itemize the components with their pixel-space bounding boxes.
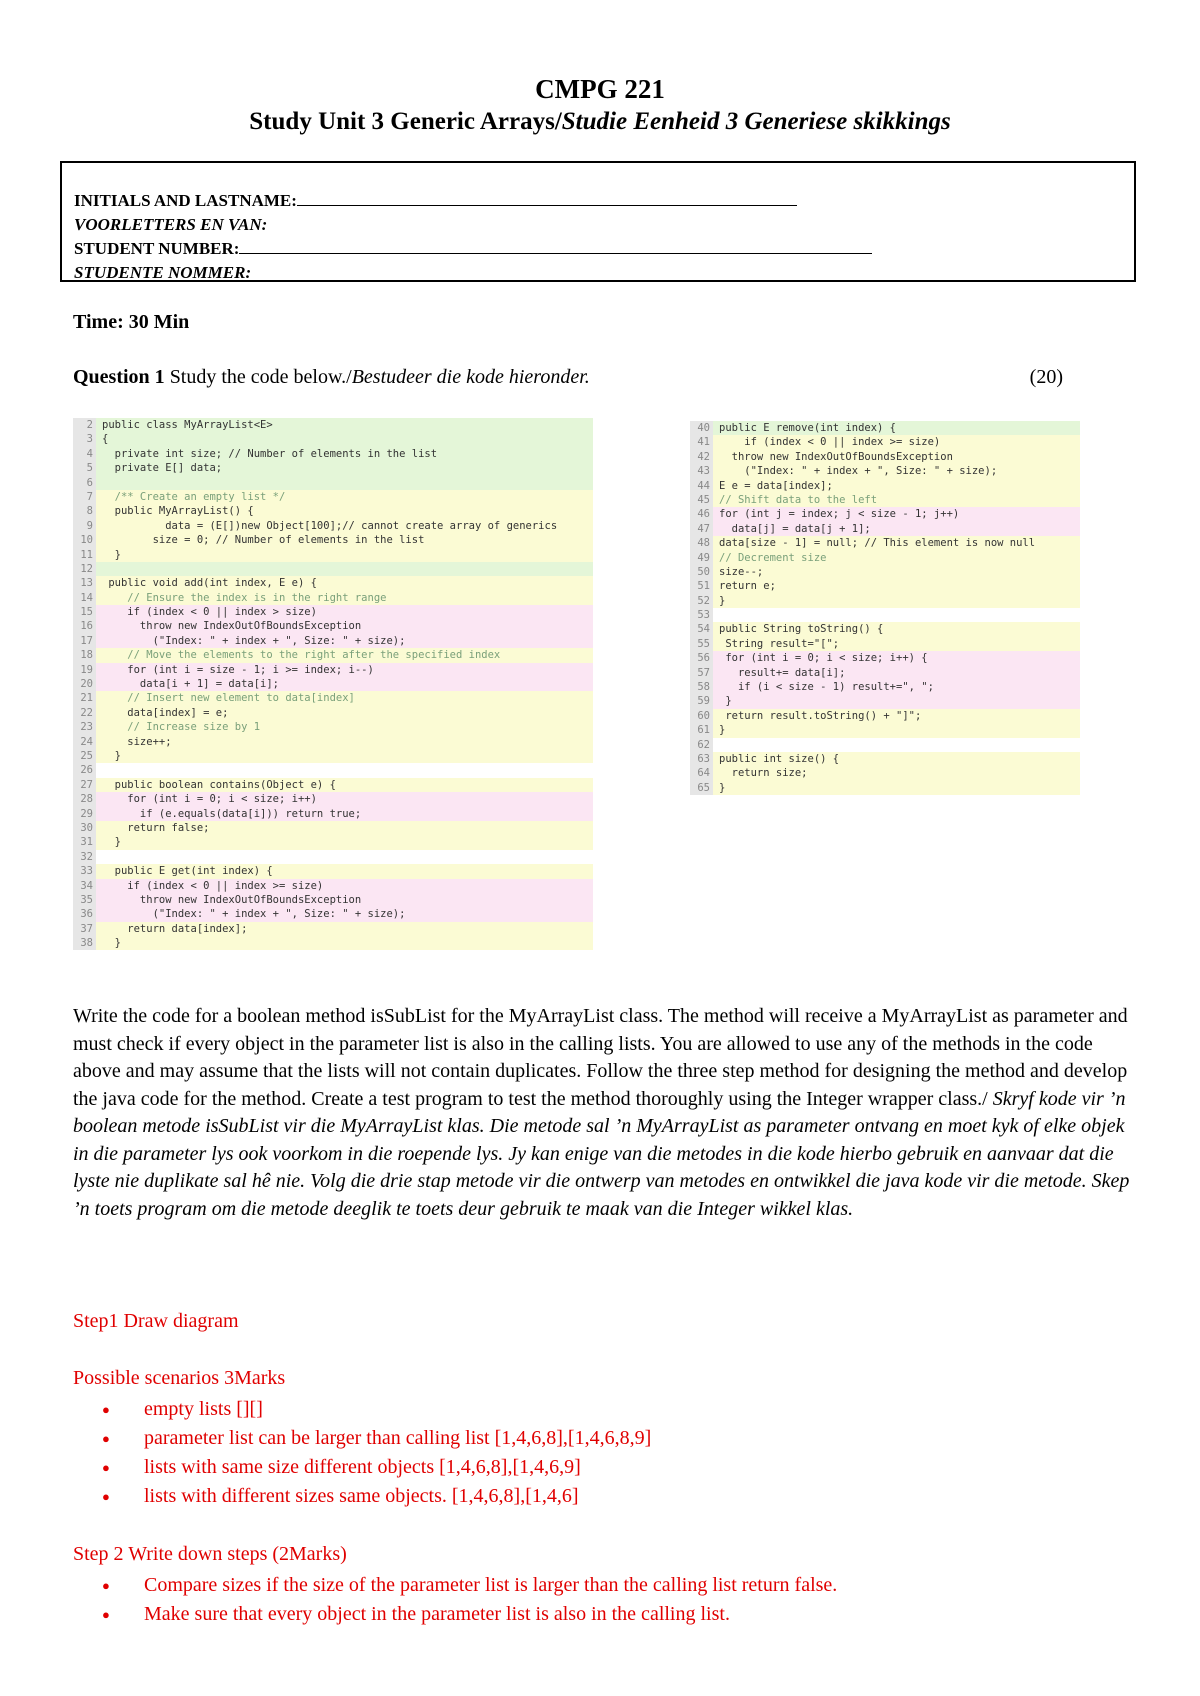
line-number: 50 bbox=[690, 565, 713, 579]
code-line bbox=[73, 706, 593, 720]
code-listing-left bbox=[73, 418, 593, 950]
code-line bbox=[73, 619, 593, 633]
line-number: 64 bbox=[690, 766, 713, 780]
line-number: 34 bbox=[73, 879, 96, 893]
code-line bbox=[690, 723, 1080, 737]
line-number: 8 bbox=[73, 504, 96, 518]
code-line bbox=[690, 622, 1080, 636]
code-listing-right bbox=[690, 421, 1080, 795]
name-line bbox=[74, 189, 1134, 213]
line-number: 59 bbox=[690, 694, 713, 708]
line-number: 18 bbox=[73, 648, 96, 662]
question-paragraph bbox=[73, 1003, 1133, 1223]
list-item: ● lists with same size different objects [1,4,6,8],[1,4,6,9] bbox=[100, 1453, 651, 1482]
code-text: // Increase size by 1 bbox=[102, 721, 261, 734]
code-text: ("Index: " + index + ", Size: " + size); bbox=[719, 465, 998, 478]
line-number: 55 bbox=[690, 637, 713, 651]
line-number: 33 bbox=[73, 864, 96, 878]
line-number: 22 bbox=[73, 706, 96, 720]
code-line bbox=[73, 461, 593, 475]
number-label: STUDENT NUMBER: bbox=[74, 239, 240, 258]
code-text: } bbox=[719, 781, 726, 794]
code-line bbox=[690, 507, 1080, 521]
code-line bbox=[73, 936, 593, 950]
line-number: 29 bbox=[73, 807, 96, 821]
name-field[interactable] bbox=[297, 189, 797, 206]
code-line bbox=[73, 735, 593, 749]
line-number: 16 bbox=[73, 619, 96, 633]
code-text: private int size; // Number of elements in the list bbox=[102, 447, 438, 460]
line-number: 21 bbox=[73, 691, 96, 705]
line-number: 35 bbox=[73, 893, 96, 907]
name-label-af: VOORLETTERS EN VAN: bbox=[74, 215, 268, 234]
code-text: private E[] data; bbox=[102, 462, 223, 475]
paragraph-afrikaans: Skryf kode vir ’n boolean metode isSubList vir die MyArrayList klas. Die metode sal ’n MyArrayList as parameter ontvang en moet kyk of elke objek in die parameter lys ook voorkom in die roepende lys. Jy kan enige van die metodes in die kode hierbo gebruik en aanvaar dat die lyste nie duplikate sal hê nie. Volg die drie stap metode vir die ontwerp van metodes en ontwikkel die java kode vir die metode. Skep ’n toets program om die metode deeglik te toets deur gebruik te maak van die Integer wikkel klas. bbox=[73, 1087, 1130, 1220]
code-text: throw new IndexOutOfBoundsException bbox=[719, 450, 953, 463]
code-text: } bbox=[102, 749, 121, 762]
code-line bbox=[73, 432, 593, 446]
code-text: for (int i = size - 1; i >= index; i--) bbox=[102, 663, 374, 676]
line-number: 11 bbox=[73, 548, 96, 562]
line-number: 7 bbox=[73, 490, 96, 504]
code-text: if (e.equals(data[i])) return true; bbox=[102, 807, 362, 820]
code-line bbox=[73, 519, 593, 533]
list-item: ● lists with different sizes same objects. [1,4,6,8],[1,4,6] bbox=[100, 1482, 651, 1511]
code-text: } bbox=[102, 548, 121, 561]
code-text: // Insert new element to data[index] bbox=[102, 692, 355, 705]
code-line bbox=[690, 536, 1080, 550]
question-marks: (20) bbox=[1029, 366, 1063, 388]
code-line bbox=[73, 634, 593, 648]
code-text: } bbox=[102, 937, 121, 950]
line-number: 36 bbox=[73, 907, 96, 921]
code-line bbox=[73, 763, 593, 777]
code-text: public void add(int index, E e) { bbox=[102, 577, 317, 590]
line-number: 19 bbox=[73, 663, 96, 677]
code-text: return result.toString() + "]"; bbox=[719, 709, 922, 722]
line-number: 51 bbox=[690, 579, 713, 593]
code-line bbox=[690, 651, 1080, 665]
code-line bbox=[690, 450, 1080, 464]
code-text: } bbox=[102, 836, 121, 849]
page-title bbox=[0, 108, 1200, 136]
line-number: 61 bbox=[690, 723, 713, 737]
code-line bbox=[73, 605, 593, 619]
code-text: public MyArrayList() { bbox=[102, 505, 254, 518]
line-number: 43 bbox=[690, 464, 713, 478]
code-line bbox=[690, 435, 1080, 449]
line-number: 32 bbox=[73, 850, 96, 864]
line-number: 31 bbox=[73, 835, 96, 849]
number-line bbox=[74, 237, 1134, 261]
code-text: return data[index]; bbox=[102, 922, 248, 935]
code-line bbox=[690, 565, 1080, 579]
code-line bbox=[73, 835, 593, 849]
code-line bbox=[73, 490, 593, 504]
code-line bbox=[690, 766, 1080, 780]
line-number: 4 bbox=[73, 447, 96, 461]
code-text: data[size - 1] = null; // This element is now null bbox=[719, 537, 1036, 550]
code-line bbox=[690, 680, 1080, 694]
code-text: size--; bbox=[719, 565, 764, 578]
code-line bbox=[73, 792, 593, 806]
code-text: for (int i = 0; i < size; i++) bbox=[102, 793, 317, 806]
code-line bbox=[73, 922, 593, 936]
line-number: 49 bbox=[690, 551, 713, 565]
code-text: return false; bbox=[102, 821, 210, 834]
line-number: 17 bbox=[73, 634, 96, 648]
line-number: 45 bbox=[690, 493, 713, 507]
scenarios-list bbox=[100, 1395, 651, 1511]
line-number: 41 bbox=[690, 435, 713, 449]
line-number: 15 bbox=[73, 605, 96, 619]
code-line bbox=[690, 493, 1080, 507]
line-number: 6 bbox=[73, 476, 96, 490]
line-number: 38 bbox=[73, 936, 96, 950]
code-line bbox=[73, 562, 593, 576]
code-text: data = (E[])new Object[100];// cannot create array of generics bbox=[102, 519, 558, 532]
code-line bbox=[73, 879, 593, 893]
line-number: 28 bbox=[73, 792, 96, 806]
code-line bbox=[73, 850, 593, 864]
code-text: } bbox=[719, 695, 732, 708]
time-limit: Time: 30 Min bbox=[73, 311, 190, 333]
code-line bbox=[73, 548, 593, 562]
line-number: 57 bbox=[690, 666, 713, 680]
line-number: 60 bbox=[690, 709, 713, 723]
name-line-af bbox=[74, 213, 1134, 237]
code-text: throw new IndexOutOfBoundsException bbox=[102, 893, 362, 906]
code-line bbox=[73, 476, 593, 490]
code-line bbox=[73, 720, 593, 734]
line-number: 53 bbox=[690, 608, 713, 622]
code-line bbox=[73, 648, 593, 662]
line-number: 47 bbox=[690, 522, 713, 536]
line-number: 5 bbox=[73, 461, 96, 475]
course-code: CMPG 221 bbox=[535, 74, 665, 104]
code-line bbox=[690, 752, 1080, 766]
code-text: public int size() { bbox=[719, 752, 840, 765]
line-number: 48 bbox=[690, 536, 713, 550]
code-line bbox=[73, 418, 593, 432]
code-text: if (index < 0 || index >= size) bbox=[719, 436, 941, 449]
code-text: // Ensure the index is in the right range bbox=[102, 591, 387, 604]
code-text: result+= data[i]; bbox=[719, 666, 846, 679]
code-line bbox=[73, 821, 593, 835]
code-text: } bbox=[719, 594, 726, 607]
code-text: } bbox=[719, 724, 726, 737]
name-label: INITIALS AND LASTNAME: bbox=[74, 191, 297, 210]
code-text: if (i < size - 1) result+=", "; bbox=[719, 681, 934, 694]
line-number: 12 bbox=[73, 562, 96, 576]
line-number: 13 bbox=[73, 576, 96, 590]
code-text: ("Index: " + index + ", Size: " + size); bbox=[102, 908, 406, 921]
line-number: 26 bbox=[73, 763, 96, 777]
code-text: /** Create an empty list */ bbox=[102, 490, 286, 503]
code-line bbox=[73, 778, 593, 792]
code-text: // Decrement size bbox=[719, 551, 827, 564]
code-line bbox=[73, 663, 593, 677]
list-item: ● Compare sizes if the size of the parameter list is larger than the calling list return false. bbox=[100, 1571, 837, 1600]
line-number: 24 bbox=[73, 735, 96, 749]
code-text: size = 0; // Number of elements in the list bbox=[102, 534, 425, 547]
paragraph-english: Write the code for a boolean method isSubList for the MyArrayList class. The method will receive a MyArrayList as parameter and must check if every object in the parameter list is also in the calling lists. You are allowed to use any of the methods in the code above and may assume that the lists will not contain duplicates. Follow the three step method for designing the method and develop the java code for the method. Create a test program to test the method thoroughly using the Integer wrapper class./ bbox=[73, 1005, 1128, 1110]
code-text: // Move the elements to the right after the specified index bbox=[102, 649, 501, 662]
line-number: 52 bbox=[690, 594, 713, 608]
code-line bbox=[73, 893, 593, 907]
code-line bbox=[73, 691, 593, 705]
code-line bbox=[690, 738, 1080, 752]
line-number: 37 bbox=[73, 922, 96, 936]
code-text: public class MyArrayList<E> bbox=[102, 419, 273, 431]
code-text: for (int j = index; j < size - 1; j++) bbox=[719, 508, 960, 521]
line-number: 27 bbox=[73, 778, 96, 792]
title-afrikaans: Studie Eenheid 3 Generiese skikkings bbox=[561, 108, 951, 135]
code-text: if (index < 0 || index >= size) bbox=[102, 879, 324, 892]
line-number: 20 bbox=[73, 677, 96, 691]
line-number: 44 bbox=[690, 479, 713, 493]
number-label-af: STUDENTE NOMMER: bbox=[74, 263, 252, 282]
code-line bbox=[690, 579, 1080, 593]
code-text: public E get(int index) { bbox=[102, 865, 273, 878]
code-line bbox=[690, 479, 1080, 493]
question-label: Question 1 bbox=[73, 366, 165, 388]
line-number: 65 bbox=[690, 781, 713, 795]
code-line bbox=[690, 594, 1080, 608]
code-line bbox=[690, 608, 1080, 622]
line-number: 30 bbox=[73, 821, 96, 835]
code-line bbox=[73, 504, 593, 518]
code-line bbox=[690, 637, 1080, 651]
number-line-af bbox=[74, 261, 1134, 285]
student-number-field[interactable] bbox=[239, 237, 872, 254]
line-number: 10 bbox=[73, 533, 96, 547]
code-line bbox=[73, 447, 593, 461]
line-number: 40 bbox=[690, 421, 713, 435]
code-line bbox=[73, 533, 593, 547]
line-number: 23 bbox=[73, 720, 96, 734]
code-line bbox=[73, 907, 593, 921]
list-item: ● Make sure that every object in the parameter list is also in the calling list. bbox=[100, 1600, 837, 1629]
question-text-en: Study the code below./ bbox=[164, 366, 352, 388]
code-text: data[j] = data[j + 1]; bbox=[719, 522, 871, 535]
line-number: 2 bbox=[73, 418, 96, 432]
line-number: 9 bbox=[73, 519, 96, 533]
line-number: 63 bbox=[690, 752, 713, 766]
code-line bbox=[690, 464, 1080, 478]
title-english: Study Unit 3 Generic Arrays/ bbox=[249, 108, 562, 135]
code-text: public boolean contains(Object e) { bbox=[102, 778, 336, 791]
code-text: { bbox=[102, 433, 109, 446]
code-line bbox=[690, 709, 1080, 723]
line-number: 25 bbox=[73, 749, 96, 763]
code-text: E e = data[index]; bbox=[719, 479, 833, 492]
code-line bbox=[73, 576, 593, 590]
code-line bbox=[690, 551, 1080, 565]
code-text: String result="["; bbox=[719, 637, 840, 650]
code-text: if (index < 0 || index > size) bbox=[102, 606, 317, 619]
code-line bbox=[73, 591, 593, 605]
code-line bbox=[73, 807, 593, 821]
code-text: size++; bbox=[102, 735, 172, 748]
code-line bbox=[73, 677, 593, 691]
question-heading bbox=[73, 366, 1063, 389]
code-line bbox=[690, 421, 1080, 435]
line-number: 3 bbox=[73, 432, 96, 446]
line-number: 56 bbox=[690, 651, 713, 665]
code-text: // Shift data to the left bbox=[719, 493, 878, 506]
code-text: public String toString() { bbox=[719, 623, 884, 636]
line-number: 14 bbox=[73, 591, 96, 605]
code-line bbox=[690, 694, 1080, 708]
step2-heading: Step 2 Write down steps (2Marks) bbox=[73, 1543, 347, 1565]
code-text: data[index] = e; bbox=[102, 706, 229, 719]
code-text: throw new IndexOutOfBoundsException bbox=[102, 620, 362, 633]
code-line bbox=[690, 781, 1080, 795]
step1-heading: Step1 Draw diagram bbox=[73, 1310, 239, 1332]
code-line bbox=[73, 864, 593, 878]
line-number: 62 bbox=[690, 738, 713, 752]
steps-list bbox=[100, 1571, 837, 1629]
student-info-box bbox=[60, 161, 1136, 282]
code-text: public E remove(int index) { bbox=[719, 422, 897, 434]
code-text: ("Index: " + index + ", Size: " + size); bbox=[102, 634, 406, 647]
code-text: return size; bbox=[719, 767, 808, 780]
list-item: ● parameter list can be larger than calling list [1,4,6,8],[1,4,6,8,9] bbox=[100, 1424, 651, 1453]
code-line bbox=[73, 749, 593, 763]
line-number: 46 bbox=[690, 507, 713, 521]
list-item: ● empty lists [][] bbox=[100, 1395, 651, 1424]
line-number: 58 bbox=[690, 680, 713, 694]
line-number: 54 bbox=[690, 622, 713, 636]
code-line bbox=[690, 522, 1080, 536]
code-text: data[i + 1] = data[i]; bbox=[102, 678, 280, 691]
question-text-af: Bestudeer die kode hieronder. bbox=[351, 366, 590, 388]
code-text: for (int i = 0; i < size; i++) { bbox=[719, 652, 928, 665]
code-text: return e; bbox=[719, 580, 776, 593]
scenarios-heading: Possible scenarios 3Marks bbox=[73, 1367, 286, 1389]
line-number: 42 bbox=[690, 450, 713, 464]
code-line bbox=[690, 666, 1080, 680]
